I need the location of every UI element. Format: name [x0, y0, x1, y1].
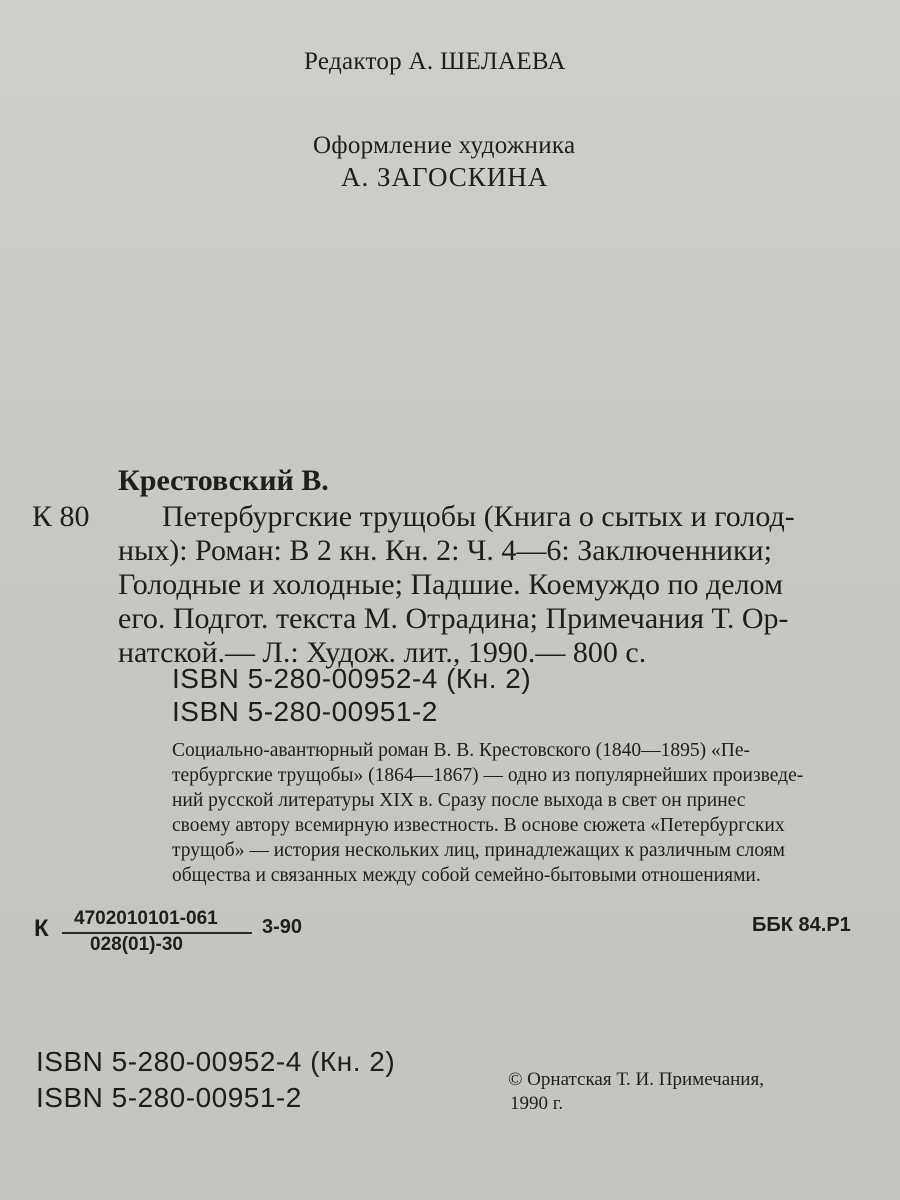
annotation-line: Социально-авантюрный роман В. В. Крестовского (1840—1895) «Пе-: [172, 740, 750, 761]
annotation-line: тербургские трущобы» (1864—1867) — одно из популярнейших произведе-: [172, 765, 804, 786]
design-label: Оформление художника: [313, 132, 576, 159]
biblio-line: натской.— Л.: Худож. лит., 1990.— 800 с.: [118, 636, 647, 669]
classification-suffix: 3-90: [262, 916, 303, 938]
designer-name: А. ЗАГОСКИНА: [341, 162, 549, 192]
author-heading: Крестовский В.: [118, 464, 329, 497]
biblio-line: Петербургские трущобы (Книга о сытых и голод-: [162, 500, 795, 533]
annotation-line: трущоб» — история нескольких лиц, принадлежащих к различным слоям: [172, 840, 786, 861]
footer-isbn-set: ISBN 5-280-00951-2: [36, 1082, 302, 1113]
copyright-year: 1990 г.: [510, 1093, 564, 1114]
footer-isbn-volume: ISBN 5-280-00952-4 (Кн. 2): [36, 1046, 396, 1077]
annotation-paragraph: [172, 738, 892, 888]
biblio-line: ных): Роман: В 2 кн. Кн. 2: Ч. 4—6: Заключенники;: [118, 534, 772, 567]
footer-isbn-list: [36, 1044, 395, 1116]
fraction-denominator: 028(01)-30: [90, 934, 183, 955]
isbn-volume: ISBN 5-280-00952-4 (Кн. 2): [172, 663, 532, 694]
annotation-line: своему автору всемирную известность. В основе сюжета «Петербургских: [172, 815, 785, 836]
annotation-line: ний русской литературы XIX в. Сразу после выхода в свет он принес: [172, 790, 746, 811]
bbk-code: ББК 84.Р1: [752, 914, 851, 936]
author-code: К 80: [32, 500, 90, 533]
copyright-line: © Орнатская Т. И. Примечания,: [508, 1069, 764, 1090]
bibliographic-description: [118, 500, 898, 670]
isbn-set: ISBN 5-280-00951-2: [172, 696, 438, 727]
classification-letter: К: [34, 915, 49, 942]
editor-credit: Редактор А. ШЕЛАЕВА: [304, 48, 566, 75]
record-isbn-list: [172, 662, 531, 728]
copyright-notice: [508, 1068, 764, 1116]
classification-fraction: [62, 908, 252, 956]
biblio-line: его. Подгот. текста М. Отрадина; Примечания Т. Ор-: [118, 602, 789, 635]
annotation-line: общества и связанных между собой семейно-бытовыми отношениями.: [172, 865, 761, 886]
fraction-numerator: 4702010101-061: [74, 908, 218, 929]
biblio-line: Голодные и холодные; Падшие. Коемуждо по делом: [118, 568, 783, 601]
